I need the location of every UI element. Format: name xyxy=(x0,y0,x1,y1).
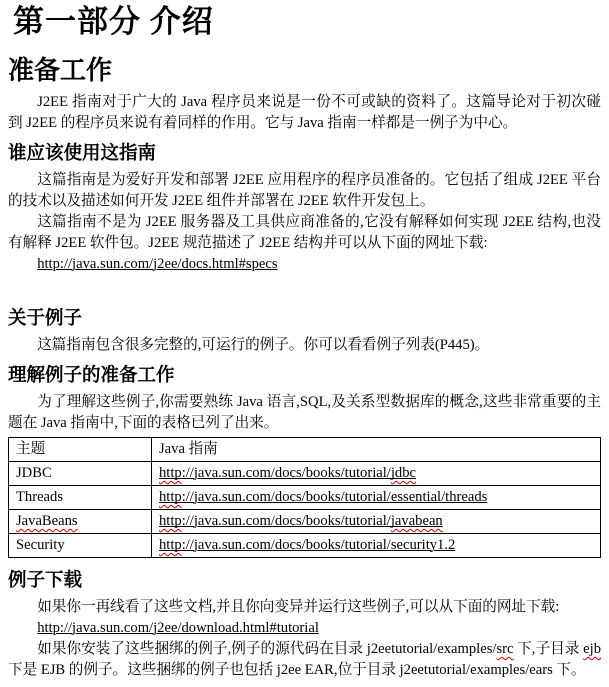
text-run: 下是 EJB 的例子。这些捆绑的例子也包括 j2ee EAR,位于目录 j2eetutorial/examples/ears 下。 xyxy=(8,662,586,678)
text-run-ejb: ejb xyxy=(583,641,601,657)
table-header-guide: Java 指南 xyxy=(152,438,601,462)
url-cell xyxy=(152,510,601,534)
section-heading-who-should-use: 谁应该使用这指南 xyxy=(8,144,157,164)
topic-cell xyxy=(9,510,152,534)
threads-url-link[interactable] xyxy=(159,489,487,505)
table-header-topic: 主题 xyxy=(9,438,152,462)
url-part: ://java.sun.com/docs/books/tutorial/essential/threads xyxy=(181,489,488,505)
paragraph-understand-1: 为了理解这些例子,你需要熟练 Java 语言,SQL,及关系型数据库的概念,这些非常重要的主题在 Java 指南中,下面的表格已列了出来。 xyxy=(8,394,601,431)
paragraph-download-1: 如果你一再线看了这些文档,并且你向变异并运行这些例子,可以从下面的网址下载: xyxy=(37,599,560,615)
url-part: http xyxy=(159,537,182,553)
url-part: ://java.sun.com/docs/books/tutorial/security1.2 xyxy=(181,537,456,553)
url-cell xyxy=(152,534,601,558)
java-guide-table xyxy=(8,437,601,558)
section-heading-understanding-prep: 理解例子的准备工作 xyxy=(8,366,175,386)
url-cell xyxy=(152,462,601,486)
text-run-src: src xyxy=(496,641,514,657)
specs-link-line xyxy=(8,254,601,275)
table-header-row xyxy=(9,438,601,462)
javabeans-url-link[interactable] xyxy=(159,513,443,529)
download-url-link[interactable]: http://java.sun.com/j2ee/download.html#tutorial xyxy=(37,620,319,636)
topic-cell: Security xyxy=(9,534,152,558)
section-heading-preparation: 准备工作 xyxy=(8,56,113,85)
security-url-link[interactable] xyxy=(159,537,455,553)
section-heading-about-examples: 关于例子 xyxy=(8,309,83,329)
url-part: http xyxy=(159,465,182,481)
paragraph-download-2 xyxy=(8,639,601,681)
section-heading-example-download: 例子下载 xyxy=(8,571,83,591)
url-part: http xyxy=(159,513,182,529)
jdbc-url-link[interactable] xyxy=(159,465,416,481)
download-link-line xyxy=(8,618,601,639)
url-part: jdbc xyxy=(390,465,416,481)
table-row-javabeans xyxy=(9,510,601,534)
table-row-threads xyxy=(9,486,601,510)
paragraph-who-2: 这篇指南不是为 J2EE 服务器及工具供应商准备的,它没有解释如何实现 J2EE 结构,也没有解释 J2EE 软件包。J2EE 规范描述了 J2EE 结构并可以从下面的网址下载: xyxy=(8,214,601,251)
url-part: http xyxy=(159,489,182,505)
topic-cell: JDBC xyxy=(9,462,152,486)
url-part: ://java.sun.com/docs/books/tutorial/ xyxy=(181,513,391,529)
table-row-jdbc xyxy=(9,462,601,486)
topic-cell: Threads xyxy=(9,486,152,510)
table-row-security xyxy=(9,534,601,558)
part-title: 第一部分 介绍 xyxy=(13,4,214,39)
paragraph-about-1: 这篇指南包含很多完整的,可运行的例子。你可以看看例子列表(P445)。 xyxy=(37,337,490,353)
specs-url-link[interactable]: http://java.sun.com/j2ee/docs.html#specs xyxy=(37,256,278,272)
text-run: 下,子目录 xyxy=(513,641,584,657)
text-run: 如果你安装了这些捆绑的例子,例子的源代码在目录 j2eetutorial/examples/ xyxy=(37,641,497,657)
paragraph-preparation-1: J2EE 指南对于广大的 Java 程序员来说是一份不可或缺的资料了。这篇导论对于初次碰到 J2EE 的程序员来说有着同样的作用。它与 Java 指南一样都是一例子为中心。 xyxy=(8,94,601,131)
url-part: ://java.sun.com/docs/books/tutorial/ xyxy=(181,465,391,481)
paragraph-who-1: 这篇指南是为爱好开发和部署 J2EE 应用程序的程序员准备的。它包括了组成 J2EE 平台的技术以及描述如何开发 J2EE 组件并部署在 J2EE 软件开发包上。 xyxy=(8,172,601,209)
topic-text: JavaBeans xyxy=(16,513,78,529)
url-cell xyxy=(152,486,601,510)
url-part: javabean xyxy=(390,513,443,529)
